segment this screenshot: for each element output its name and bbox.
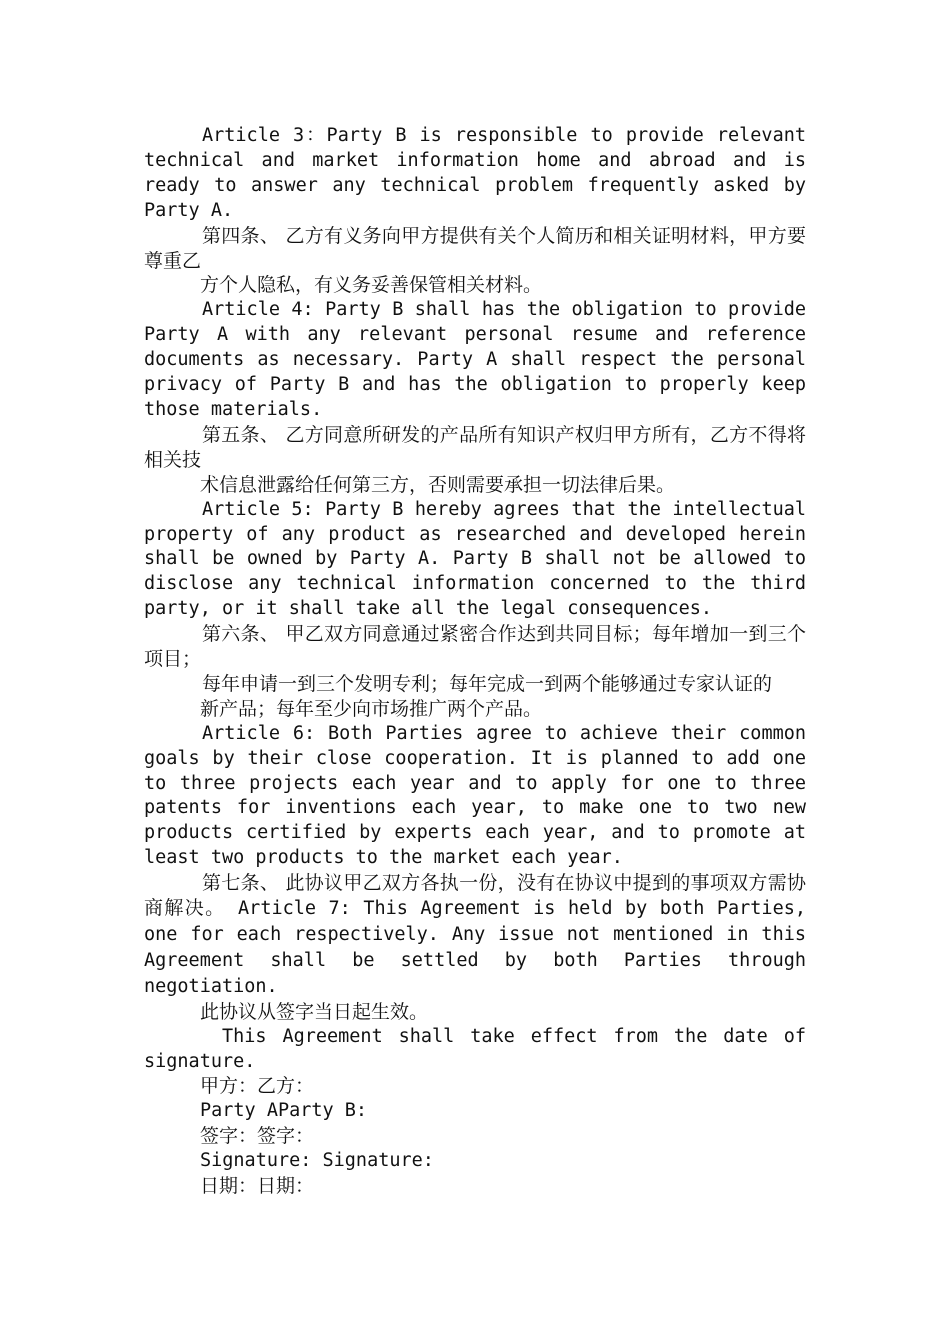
effective-clause-english: This Agreement shall take effect from the date of signature. <box>144 1025 806 1072</box>
article-7-english: Article 7: This Agreement is held by both Parties, one for each respectively. Any issue not mentioned in this Agreement shall be settled by both Parties through negotiation. <box>144 898 806 997</box>
parties-label-chinese: 甲方：乙方： <box>200 1075 315 1098</box>
article-4-chinese-part-2: 方个人隐私，有义务妥善保管相关材料。 <box>200 274 543 297</box>
signature-label-english: Signature: Signature: <box>200 1150 434 1172</box>
article-7-chinese: 第七条、 此协议甲乙双方各执一份，没有在协议中提到的事项双方需协商解决。 <box>144 872 806 920</box>
article-3-english: Article 3：Party B is responsible to provide relevant technical and market information home and abroad and is ready to answer any technical problem frequently asked by Party A. <box>144 125 806 221</box>
article-5-english: Article 5: Party B hereby agrees that the intellectual property of any product as researched and developed herein shall be owned by Party A. Party B shall not be allowed to disclose any technical information concerned to the third party, or it shall take all the legal consequences. <box>144 498 806 620</box>
date-label-chinese: 日期：日期： <box>200 1175 315 1198</box>
article-6-chinese-part-2: 每年申请一到三个发明专利；每年完成一到两个能够通过专家认证的 <box>202 672 773 695</box>
article-6-chinese-part-3: 新产品；每年至少向市场推广两个产品。 <box>200 697 543 720</box>
article-5-chinese-part-1: 第五条、 乙方同意所研发的产品所有知识产权归甲方所有，乙方不得将相关技 <box>144 423 806 471</box>
signature-label-chinese: 签字：签字： <box>200 1125 315 1148</box>
article-7-paragraph <box>144 871 806 1000</box>
effective-clause-chinese: 此协议从签字当日起生效。 <box>200 1000 429 1023</box>
article-6-english: Article 6: Both Parties agree to achieve their common goals by their close cooperation. It is planned to add one to three projects each year and to apply for one to three patents for inventions each year, to make one to two new products certified by experts each year, and to promote at least two products to the market each year. <box>144 722 806 869</box>
article-5-chinese-part-2: 术信息泄露给任何第三方，否则需要承担一切法律后果。 <box>200 473 676 496</box>
parties-label-english: Party AParty B: <box>200 1100 368 1122</box>
article-4-english: Article 4: Party B shall has the obligation to provide Party A with any relevant personal resume and reference documents as necessary. Party A shall respect the personal privacy of Party B and has the obligation to properly keep those materials. <box>144 299 806 420</box>
agreement-page <box>144 124 806 1199</box>
article-6-chinese-part-1: 第六条、 甲乙双方同意通过紧密合作达到共同目标；每年增加一到三个项目； <box>144 623 806 671</box>
article-4-chinese-part-1: 第四条、 乙方有义务向甲方提供有关个人简历和相关证明材料，甲方要尊重乙 <box>144 224 806 272</box>
